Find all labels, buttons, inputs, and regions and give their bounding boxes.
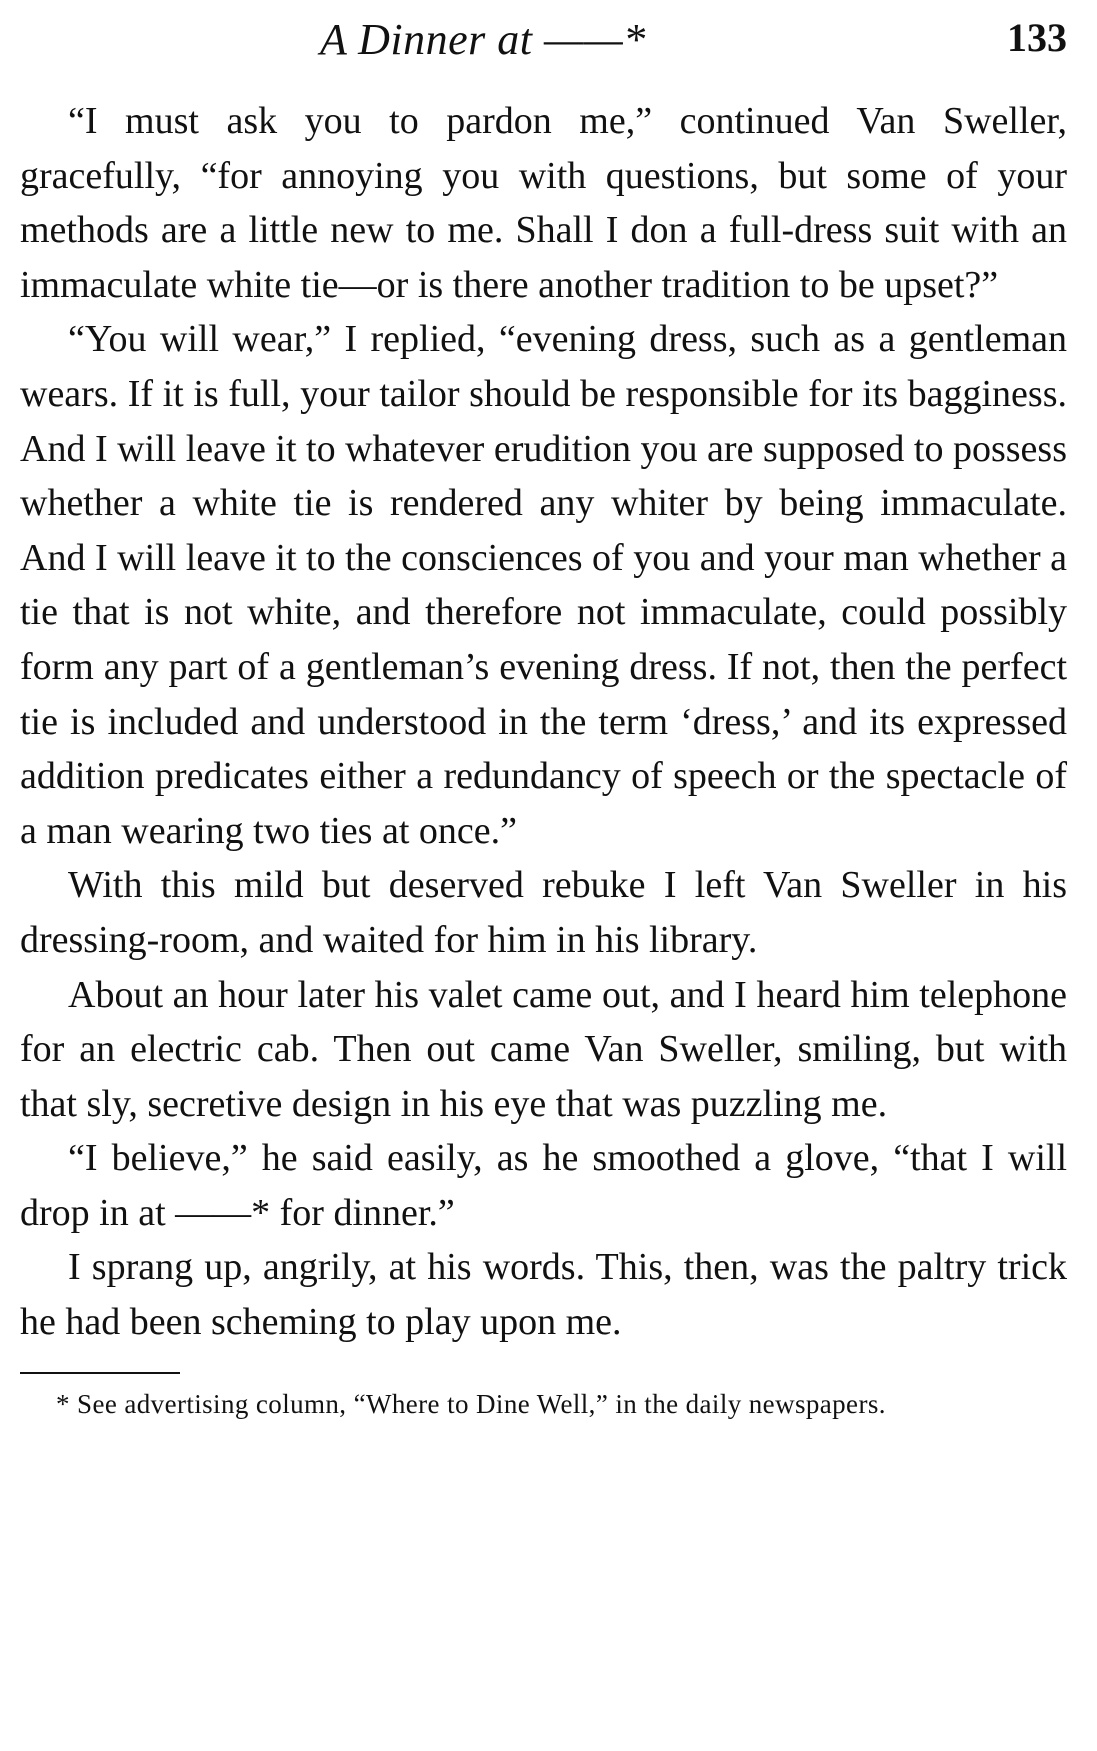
running-title: A Dinner at ——*: [320, 15, 646, 64]
paragraph: About an hour later his valet came out, and I heard him telephone for an electric cab. Then out came Van Sweller, smiling, but with that sly, secretive design in his eye that was puzzling me.: [20, 973, 1067, 1125]
footnote: * See advertising column, “Where to Dine Well,” in the daily newspapers.: [56, 1388, 886, 1419]
body-text: [20, 94, 1067, 1350]
footnote-divider: [20, 1372, 180, 1374]
paragraph: “I must ask you to pardon me,” continued Van Sweller, gracefully, “for annoying you with questions, but some of your methods are a little new to me. Shall I don a full-dress suit with an immaculate white tie—or is there another tradition to be upset?”: [20, 100, 1067, 306]
paragraph: I sprang up, angrily, at his words. This, then, was the paltry trick he had been scheming to play upon me.: [20, 1246, 1067, 1344]
paragraph: With this mild but deserved rebuke I left Van Sweller in his dressing-room, and waited for him in his library.: [20, 864, 1067, 961]
book-page: [20, 0, 1067, 1424]
paragraph: “I believe,” he said easily, as he smoothed a glove, “that I will drop in at ——* for dinner.”: [20, 1137, 1067, 1234]
paragraph: “You will wear,” I replied, “evening dress, such as a gentleman wears. If it is full, your tailor should be responsible for its bagginess. And I will leave it to whatever erudition you are supposed to possess whether a white tie is rendered any whiter by being immaculate. And I will leave it to the consciences of you and your man whether a tie that is not white, and therefore not immaculate, could possibly form any part of a gentleman’s evening dress. If not, then the perfect tie is included and understood in the term ‘dress,’ and its expressed addition predicates either a redundancy of speech or the spectacle of a man wearing two ties at once.”: [20, 318, 1067, 852]
page-header: [20, 0, 1067, 90]
page-number: 133: [1007, 15, 1067, 60]
